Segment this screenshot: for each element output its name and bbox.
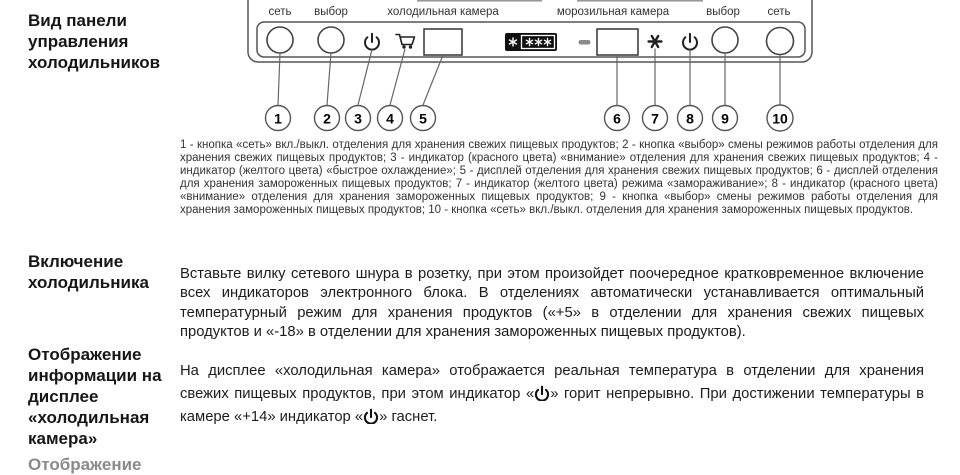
callout-number: 7 xyxy=(651,110,659,127)
section-heading-power-on: Включение холодильника xyxy=(28,252,149,292)
section-heading-panel-view: Вид панели управления холодильников xyxy=(28,11,161,72)
power-icon xyxy=(363,408,379,424)
control-panel-diagram xyxy=(0,0,960,145)
label-select-left: выбор xyxy=(314,6,348,18)
display-info-text: » горит непрерывно. При достижении температуры в камере «+14» индикатор « xyxy=(180,385,924,425)
callout-number: 1 xyxy=(274,110,282,127)
callout-number: 8 xyxy=(686,110,694,127)
label-fridge-display: холодильная камера xyxy=(387,6,499,18)
freezer-display-screen xyxy=(597,29,638,55)
power-button-fridge xyxy=(267,27,293,53)
label-power-left: сеть xyxy=(268,6,292,18)
section-heading-display-info: Отображение информации на дисплее «холодильная камера» xyxy=(28,345,162,448)
freezer-stars-badge xyxy=(505,33,557,51)
callout-number: 2 xyxy=(323,110,331,127)
power-icon xyxy=(534,385,550,401)
power-on-body: Вставьте вилку сетевого шнура в розетку, при этом произойдет поочередное кратковременное включение всех индикаторов электронного блока. В отделениях автоматически устанавливается оптимальный температурный режим для хранения продуктов («+5» в отделении для хранения свежих пищевых продуктов и «-18» в отделении для хранения замороженных пищевых продуктов). xyxy=(180,265,924,341)
label-select-right: выбор xyxy=(706,6,740,18)
callout-number: 10 xyxy=(772,110,788,127)
callout-number: 4 xyxy=(386,110,394,127)
dash-marker xyxy=(579,40,591,45)
callout-number: 6 xyxy=(613,110,621,127)
display-info-text: На дисплее «холодильная камера» отображается реальная температура в отделении для хранения свежих пищевых продуктов, при этом индикатор « xyxy=(180,362,924,402)
select-button-freezer xyxy=(712,27,738,53)
label-freezer-display: морозильная камера xyxy=(556,6,670,18)
power-button-freezer xyxy=(767,28,794,55)
fridge-display-screen xyxy=(424,29,462,55)
display-info-body xyxy=(180,360,924,429)
select-button-fridge xyxy=(318,27,344,53)
display-info-text: » гаснет. xyxy=(379,408,438,425)
label-power-right: сеть xyxy=(767,6,791,18)
panel-legend: 1 - кнопка «сеть» вкл./выкл. отделения для хранения свежих пищевых продуктов; 2 - кнопка «выбор» смены режимов работы отделения для хранения свежих пищевых продуктов; 3 - индикатор (красного цвета) «внимание» отделения для хранения свежих пищевых продуктов; 4 - индикатор (желтого цвета) «быстрое охлаждение»; 5 - дисплей отделения для хранения свежих пищевых продуктов; 6 - дисплей отделения для хранения замороженных пищевых продуктов; 7 - индикатор (желтого цвета) режима «замораживание»; 8 - индикатор (красного цвета) «внимание» отделения для хранения замороженных пищевых продуктов; 9 - кнопка «выбор» смены режимов работы отделения для хранения замороженных пищевых продуктов; 10 - кнопка «сеть» вкл./выкл. отделения для хранения замороженных пищевых продуктов. xyxy=(180,139,938,217)
next-section-heading-partial: Отображение xyxy=(28,455,142,474)
callout-number: 5 xyxy=(419,110,427,127)
callout-circles xyxy=(266,105,794,131)
callout-number: 9 xyxy=(721,110,729,127)
callout-number: 3 xyxy=(354,110,362,127)
